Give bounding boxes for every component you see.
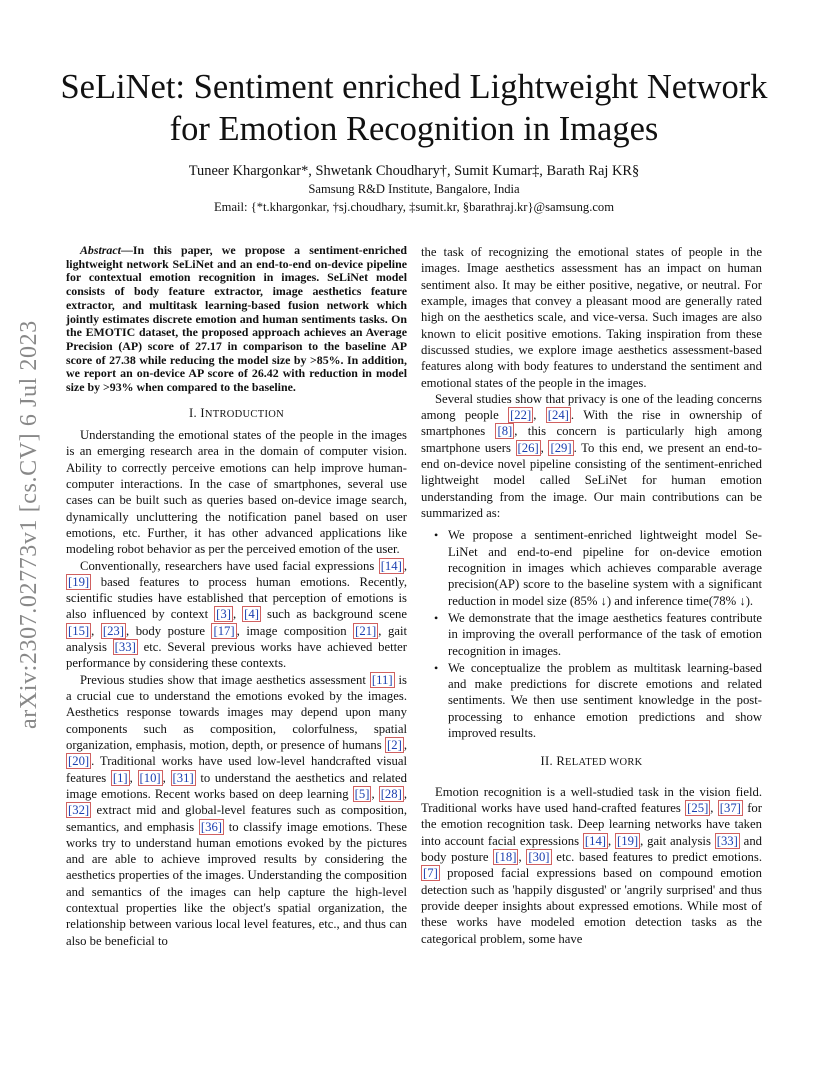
- citation-link[interactable]: [30]: [528, 849, 550, 864]
- right-column: [421, 244, 762, 947]
- related-work-paragraph: Emotion recognition is a well-studied task in the vision field. Traditional works have used hand-crafted features [25] , [37] for the emotion recognition task. Deep learning networks have taken into account facial expressions [14] , [19] , gait analysis [33] and body posture [18] , [30] etc. based features to predict emotions. [7] proposed facial expressions based on compound emotion detection such as 'happily disgusted' or 'angrily surprised' and thus provide deeper insights about expressed emotions. While most of these works have modeled emotion detection tasks as the categorical problem, some have: [421, 784, 763, 946]
- col2-paragraph-2: Several studies show that privacy is one of the leading concerns among people [22] , [24] . With the rise in ownership of smartphones [8] , this concern is particularly high among smartphone users [26] , [29] . To this end, we present an end-to-end on-device novel pipeline consisting of the sentiment-enriched lightweight model called SeLiNet for human emotion understanding from the image. Our main contributions can be summarized as:: [421, 391, 762, 520]
- citation-link[interactable]: [28]: [380, 786, 402, 801]
- citation-link[interactable]: [31]: [172, 770, 194, 785]
- citation-link[interactable]: [5]: [354, 786, 370, 801]
- intro-paragraph-3: Previous studies show that image aesthetics assessment [11] is a crucial cue to understand the emotions evoked by the images. Aesthetics response towards images may depend upon many components such as composition, colorfulness, spatial organization, emphasis, motion, depth, or presence of humans [2] , [20] . Traditional works have used low-level handcrafted visual features [1] , [10] , [31] to understand the aesthetics and related image emotions. Recent works based on deep learning [5] , [28] , [32] extract mid and global-level features such as composition, semantics, and emphasis [36] to classify image emotions. These works try to understand human emotions evoked by the pictures and are able to achieve improved results by considering the aesthetics properties of the images. Understanding the composition and semantics of the images can help capture the high-level contextual properties like the object's spatial organization, the relationship between various local level features, etc., and thus can also be beneficial to: [66, 672, 408, 948]
- citation-link[interactable]: [8]: [497, 424, 513, 439]
- citation-link[interactable]: [33]: [114, 640, 136, 655]
- abstract-text: —In this paper, we propose a sentiment-enriched lightweight network SeLiNet and an end-to-end on-device pipeline for contextual emotion recognition in images. SeLiNet model consists of body feature extractor, image aesthetics feature extractor, and multitask learning-based fusion network which jointly estimates discrete emotion and human sentiments tasks. On the EMOTIC dataset, the proposed approach achieves an Average Precision (AP) score of 27.17 in comparison to the baseline AP score of 27.38 while reducing the model size by >85%. In addition, we report an on-device AP score of 26.42 with reduction in model size by >93% when compared to the baseline.: [66, 243, 407, 395]
- list-item: • We demonstrate that the image aesthetics features contribute in improving the overall performance of the task of emotion recognition in images.: [434, 610, 762, 658]
- affiliation: Samsung R&D Institute, Bangalore, India: [308, 182, 520, 196]
- abstract-label: Abstract: [80, 243, 121, 257]
- citation-link[interactable]: [14]: [380, 558, 402, 573]
- bullet-icon: •: [434, 660, 439, 675]
- abstract: [66, 244, 407, 395]
- citation-link[interactable]: [24]: [547, 408, 569, 423]
- title-line-2: for Emotion Recognition in Images: [169, 110, 659, 148]
- citation-link[interactable]: [1]: [112, 770, 128, 785]
- arxiv-watermark: arXiv:2307.02773v1 [cs.CV] 6 Jul 2023: [16, 320, 42, 730]
- citation-link[interactable]: [29]: [550, 440, 572, 455]
- title-line-1: SeLiNet: Sentiment enriched Lightweight Network: [60, 68, 768, 106]
- citation-link[interactable]: [33]: [716, 833, 738, 848]
- intro-paragraph-2: Conventionally, researchers have used facial expressions [14] , [19] based features to process human emotions. Recently, scientific studies have established that perception of emotions is also influenced by context [3] , [4] such as background scene [15] , [23] , body posture [17] , image composition [21] , gait analysis [33] etc. Several previous works have achieved better performance by considering these contexts.: [66, 558, 408, 671]
- citation-link[interactable]: [14]: [584, 833, 607, 848]
- citation-link[interactable]: [10]: [139, 770, 161, 785]
- citation-link[interactable]: [23]: [102, 623, 124, 638]
- list-item: • We conceptualize the problem as multitask learning-based and make predictions for discrete emotions and related sentiments. We then use sentiment knowledge in the post-processing to enhance emotion predictions and show improved results.: [434, 660, 762, 741]
- citation-link[interactable]: [32]: [68, 803, 90, 818]
- citation-link[interactable]: [15]: [68, 623, 90, 638]
- citation-link[interactable]: [37]: [719, 801, 741, 815]
- authors: Tuneer Khargonkar*, Shwetank Choudhary†, Sumit Kumar‡, Barath Raj KR§: [188, 163, 640, 179]
- citation-link[interactable]: [17]: [213, 623, 235, 638]
- citation-link[interactable]: [18]: [495, 849, 517, 864]
- citation-link[interactable]: [36]: [200, 819, 223, 834]
- list-item: • We propose a sentiment-enriched lightweight model Se-LiNet and end-to-end pipeline for on-device emotion recognition in images which achieves comparable average precision(AP) score to the baseline system with a significant reduction in model size (85% ↓) and inference time(78% ↓).: [434, 528, 762, 608]
- col2-paragraph-1: the task of recognizing the emotional states of people in the images. Image aesthetics assessment has an impact on human sentiment also. It may be either positive, negative, or neutral. For example, images that convey a pleasant mood are generally rated high on the aesthetics scale, and vice-versa. Such images are also known to elicit positive emotions. Taking inspiration from these discussed studies, we explore image aesthetics assessment-based features along with body features to understand the sentiment and emotional states of the people in the images.: [421, 245, 762, 390]
- citation-link[interactable]: [19]: [68, 574, 90, 589]
- bullet-icon: •: [434, 528, 439, 543]
- citation-link[interactable]: [25]: [687, 801, 709, 815]
- intro-paragraph-1: Understanding the emotional states of the people in the images is an emerging research area in the domain of computer vision. Ability to correctly perceive emotions can help improve human-computer interactions. In the case of smartphones, several use cases can be built such as queries based on-device image search, dynamically uncluttering the notification panel based on user emotions, etc. Further, it has other advanced applications like modeling robot behavior as per the perceived emotion of the user.: [66, 428, 407, 557]
- citation-link[interactable]: [2]: [387, 737, 402, 752]
- section-heading-introduction: I. INTRODUCTION: [188, 405, 285, 420]
- citation-link[interactable]: [11]: [371, 672, 393, 687]
- paper-title: [40, 66, 788, 150]
- citation-link[interactable]: [4]: [244, 607, 259, 622]
- citation-link[interactable]: [19]: [617, 833, 639, 848]
- citation-link[interactable]: [21]: [355, 623, 377, 638]
- citation-link[interactable]: [3]: [216, 607, 231, 622]
- left-column: [66, 244, 407, 949]
- citation-link[interactable]: [22]: [510, 408, 532, 423]
- citation-link[interactable]: [26]: [517, 440, 539, 455]
- bullet-icon: •: [434, 610, 439, 625]
- citation-link[interactable]: [7]: [423, 866, 438, 881]
- section-heading-related-work: II. RELATED WORK: [540, 754, 643, 769]
- email-line: Email: {*t.khargonkar, †sj.choudhary, ‡sumit.kr, §barathraj.kr}@samsung.com: [213, 200, 615, 214]
- contributions-list: [421, 527, 762, 741]
- citation-link[interactable]: [20]: [68, 754, 90, 769]
